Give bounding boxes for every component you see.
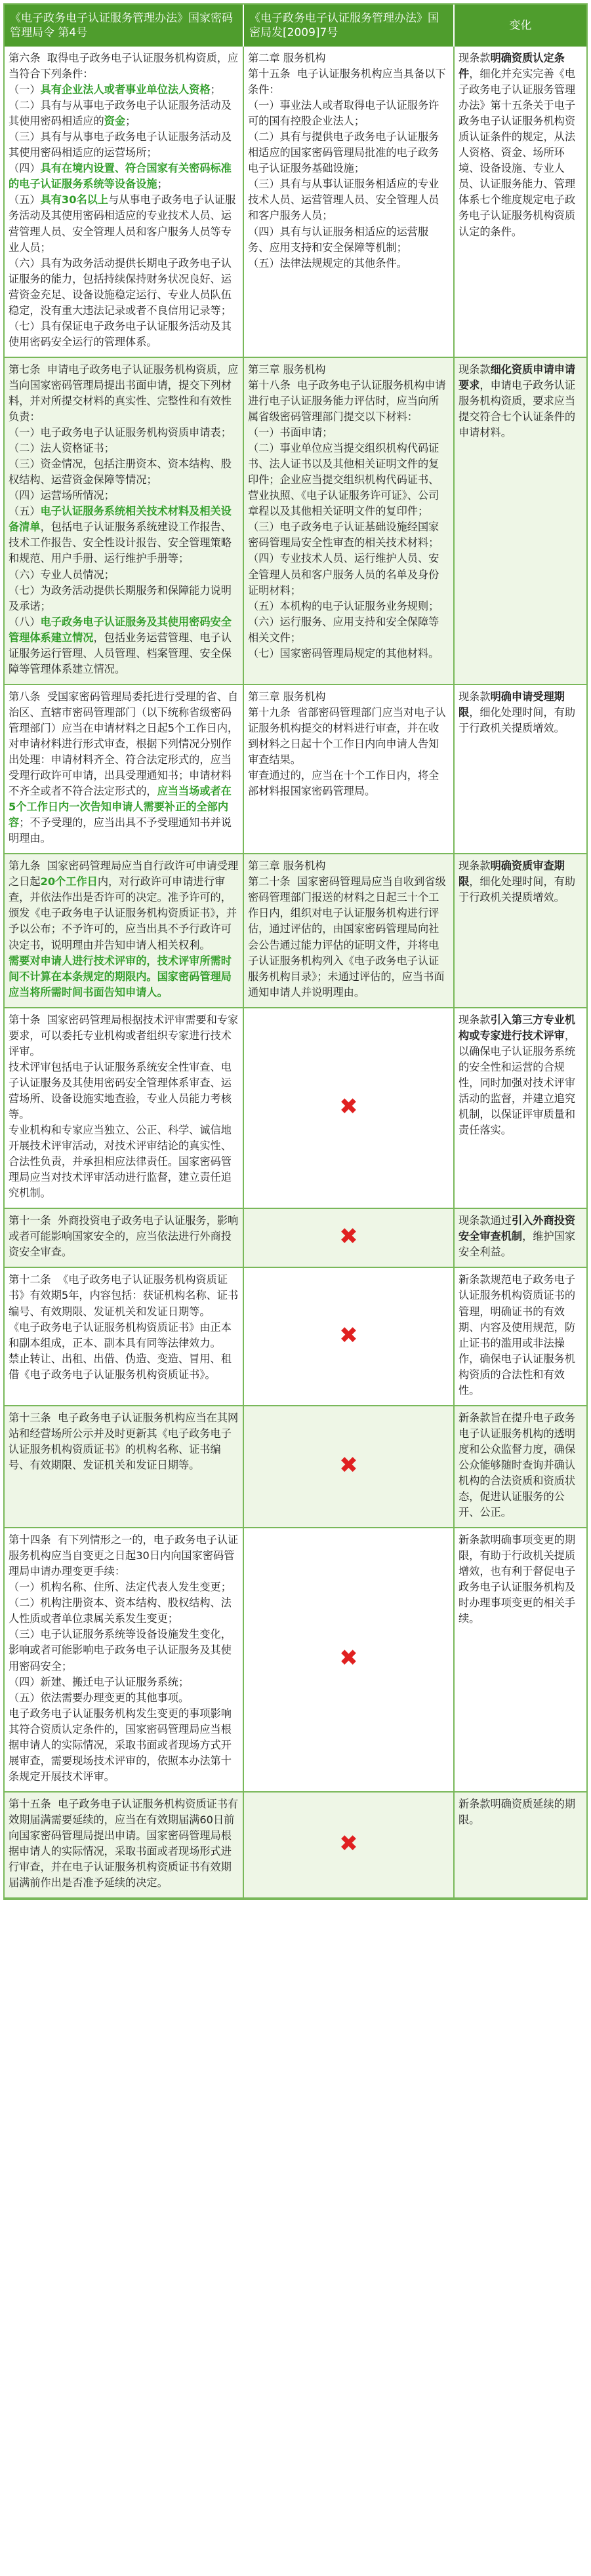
cell-text: 第十四条 有下列情形之一的，电子政务电子认证服务机构应当自变更之日起30日内向国家密码管理局申请办理变更手续： （一）机构名称、住所、法定代表人发生变更； （二）机构注册资本、资本结构、股权结构、法人性质或者单位隶属关系发生变更； （三）电子认证服务系统等设备设施发生变化，影响或者可能影响电子政务电子认证服务及其使用密码安全； （四）新建、搬迁电子认证服务系统； （五）依法需要办理变更的其他事项。 电子政务电子认证服务机构发生变更的事项影响其符合资质认定条件的，国家密码管理局应当根据申请人的实际情况，采取书面或者现场方式开展审查，需要现场技术评审的，依照本办法第十条规定开展技术评审。 [9,1534,239,1783]
cell-text: 第十条 国家密码管理局根据技术评审需要和专家要求，可以委托专业机构或者组织专家进行技术评审。 技术评审包括电子认证服务系统安全性审查、电子认证服务及其使用密码安全管理体系审查、运营场所、设备设施实地查验，专业人员能力考核等。 专业机构和专家应当独立、公正、科学、诚信地开展技术评审活动，对技术评审结论的真实性、合法性负责，并承担相应法律责任。国家密码管理局应当对技术评审活动进行监督，建立责任追究机制。 [9,1013,239,1200]
change-note-cell [454,854,586,1007]
cell-text: ，申请电子政务认证服务机构资质，要求应当提交符合七个认证条件的申请材料。 [459,378,576,439]
table-row [5,1008,586,1209]
new-regulation-cell [5,47,243,357]
new-regulation-cell [5,1208,243,1267]
cell-text: ，细化处理时间，有助于行政机关提质增效。 [459,705,576,734]
no-equivalent-cross-icon: ✖ [243,1792,454,1898]
table-row [5,684,586,854]
table-row [5,1208,586,1267]
change-note-cell [454,1267,586,1405]
change-note-cell [454,1528,586,1792]
highlighted-text: 20个工作日 [40,875,98,888]
change-note-cell [454,357,586,684]
highlighted-text: 具有企业法人或者事业单位法人资格 [40,83,211,96]
change-note-cell [454,1008,586,1209]
cell-text: 内，对行政许可申请进行审查，并依法作出是否许可的决定。准予许可的，颁发《电子政务电子认证服务机构资质证书》，并予以公布；不予许可的，应当出具不予行政许可决定书，说明理由并告知申请人相关权利。 [9,875,237,951]
new-regulation-cell [5,684,243,854]
cell-text: ，维护国家安全利益。 [459,1230,576,1259]
new-regulation-cell [5,1267,243,1405]
change-note-cell [454,1792,586,1898]
cell-text: 第九条 国家密码管理局应当自行政许可申请受理之日起 [9,860,239,888]
cell-text: ，细化并充实完善《电子政务电子认证服务管理办法》第十五条关于电子政务电子认证服务机构资质认证条件的规定，从法人资格、资金、场所环境、设备设施、专业人员、认证服务能力、管理体系七个维度规定电子政务电子认证服务机构资质认定的条件。 [459,68,576,238]
cell-text: ；不予受理的，应当出具不予受理通知书并说明理由。 [9,816,232,845]
cell-text: 现条款 [459,363,491,376]
emphasis-text: 明确资质审查期限 [459,860,565,888]
no-equivalent-cross-icon: ✖ [243,1008,454,1209]
new-regulation-cell [5,1528,243,1792]
old-regulation-cell [243,47,454,357]
emphasis-text: 明确申请受理期限 [459,690,565,719]
table-body [5,47,586,1898]
cell-text: 现条款通过 [459,1214,512,1227]
cell-text: 现条款 [459,860,491,873]
cell-text: 第八条 受国家密码管理局委托进行受理的省、自治区、直辖市密码管理部门（以下统称省级密码管理部门）应当在申请材料之日起5个工作日内，对申请材料进行形式审查，根据下列情况分别作出处理：申请材料齐全、符合法定形式的，应当受理行政许可申请，出具受理通知书；申请材料不齐全或者不符合法定形式的， [9,690,239,798]
new-regulation-cell [5,854,243,1007]
change-note-cell [454,684,586,854]
cell-text: ，包括电子认证服务系统建设工作报告、技术工作报告、安全性设计报告、安全管理策略和规范、用户手册、运行维护手册等； （六）专业人员情况； （七）为政务活动提供长期服务和保障能力说明及承诺； （八） [9,521,232,628]
cell-text: ，细化处理时间，有助于行政机关提质增效。 [459,875,576,904]
cell-text: 第七条 申请电子政务电子认证服务机构资质，应当向国家密码管理局提出书面申请，提交下列材料，并对所提交材料的真实性、完整性和有效性负责： （一）电子政务电子认证服务机构资质申请表； （二）法人资格证书； （三）资金情况，包括注册资本、资本结构、股权结构、运营资金保障等情况； （四）运营场所情况； （五） [9,363,239,518]
table-row [5,357,586,684]
highlighted-text: 电子政务电子认证服务及其使用密码安全管理体系建立情况 [9,615,232,644]
new-regulation-cell [5,1406,243,1528]
table-header-row [5,5,586,47]
no-equivalent-cross-icon: ✖ [243,1406,454,1528]
header-old-regulation: 《电子政务电子认证服务管理办法》国密局发[2009]7号 [243,5,454,47]
cell-text: ； （二）具有与从事电子政务电子认证服务活动及其使用密码相适应的 [9,83,232,128]
highlighted-text: 应当当场或者在5个工作日内一次告知申请人需要补正的全部内容 [9,785,232,829]
cell-text: 第三章 服务机构 第十八条 电子政务电子认证服务机构申请进行电子认证服务能力评估时，应当向所属省级密码管理部门提交以下材料： （一）书面申请； （二）事业单位应当提交组织机构代码证书、法人证书以及其他相关证明文件的复印件；企业应当提交组织机构代码证书、营业执照、《电子认证服务许可证》、公司章程以及其他相关证明文件的复印件； （三）电子政务电子认证基础设施经国家密码管理局安全性审查的相关技术材料； （四）专业技术人员、运行维护人员、安全管理人员和客户服务人员的名单及身份证明材料； （五）本机构的电子认证服务业务规则； （六）运行服务、应用支持和安全保障等相关文件； （七）国家密码管理局规定的其他材料。 [248,363,446,660]
cell-text: ，包括业务运营管理、电子认证服务运行管理、人员管理、档案管理、安全保障等管理体系建立情况。 [9,631,232,675]
no-equivalent-cross-icon: ✖ [243,1208,454,1267]
comparison-table-container [3,3,588,1900]
header-changes: 变化 [454,5,586,47]
old-regulation-cell [243,854,454,1007]
cell-text: ； （三）具有与从事电子政务电子认证服务活动及其使用密码相适应的运营场所； （四） [9,115,232,175]
cell-text: 新条款明确事项变更的期限，有助于行政机关提质增效，也有利于督促电子政务电子认证服务机构及时办理事项变更的相关手续。 [459,1534,576,1625]
no-equivalent-cross-icon: ✖ [243,1267,454,1405]
table-row [5,1267,586,1405]
change-note-cell [454,1406,586,1528]
change-note-cell [454,1208,586,1267]
table-row [5,1792,586,1898]
highlighted-text: 需要对申请人进行技术评审的，技术评审所需时间不计算在本条规定的期限内。国家密码管理局应当将所需时间书面告知申请人。 [9,954,232,999]
new-regulation-cell [5,1008,243,1209]
cell-text: 现条款 [459,52,491,64]
emphasis-text: 明确资质认定条件 [459,52,565,81]
cell-text: 第三章 服务机构 第十九条 省部密码管理部门应当对电子认证服务机构提交的材料进行审查，并在收到材料之日起十个工作日内向申请人告知审查结果。 审查通过的，应当在十个工作日内，将全部材料报国家密码管理局。 [248,690,446,798]
cell-text: 现条款 [459,690,491,703]
cell-text: ，以确保电子认证服务系统的安全性和运营的合规性，同时加强对技术评审活动的监督，并建立追究机制，以保证评审质量和责任落实。 [459,1029,576,1137]
new-regulation-cell [5,357,243,684]
cell-text: 第十一条 外商投资电子政务电子认证服务，影响或者可能影响国家安全的，应当依法进行外商投资安全审查。 [9,1214,239,1259]
no-equivalent-cross-icon: ✖ [243,1528,454,1792]
cell-text: 与从事电子政务电子认证服务活动及其使用密码相适应的专业技术人员、运营管理人员、安全管理人员和客户服务人员等专业人员； （六）具有为政务活动提供长期电子政务电子认证服务的能力，包括持续保持财务状况良好、运营资金充足、设备设施稳定运行、专业人员队伍稳定，没有重大违法记录或者不良信用记录等； （七）具有保证电子政务电子认证服务活动及其使用密码安全运行的管理体系。 [9,193,236,348]
comparison-table [5,5,586,1899]
header-new-regulation: 《电子政务电子认证服务管理办法》国家密码管理局令 第4号 [5,5,243,47]
emphasis-text: 引入第三方专业机构或专家进行技术评审 [459,1013,576,1042]
cell-text: 新条款明确资质延续的期限。 [459,1797,576,1826]
cell-text: 第二章 服务机构 第十五条 电子认证服务机构应当具备以下条件： （一）事业法人或者取得电子认证服务许可的国有控股企业法人； （二）具有与提供电子政务电子认证服务相适应的国家密码管理局批准的电子政务电子认证服务基础设施； （三）具有与从事认证服务相适应的专业技术人员、运营管理人员、安全管理人员和客户服务人员； （四）具有与认证服务相适应的运营服务、应用支持和安全保障等机制； （五）法律法规规定的其他条件。 [248,52,446,269]
cell-text: 现条款 [459,1013,491,1026]
cell-text: 新条款旨在提升电子政务电子认证服务机构的透明度和公众监督力度，确保公众能够随时查询并确认机构的合法资质和资质状态，促进认证服务的公开、公正。 [459,1411,576,1519]
cell-text: ； （五） [9,178,168,207]
cell-text: 新条款规范电子政务电子认证服务机构资质证书的管理，明确证书的有效期、内容及使用规范，防止证书的滥用或非法操作，确保电子认证服务机构资质的合法性和有效性。 [459,1273,576,1397]
old-regulation-cell [243,684,454,854]
highlighted-text: 具有在境内设置、符合国家有关密码标准的电子认证服务系统等设备设施 [9,162,232,191]
cell-text: 第十五条 电子政务电子认证服务机构资质证书有效期届满需要延续的，应当在有效期届满60日前向国家密码管理局提出申请。国家密码管理局根据申请人的实际情况，采取书面或者现场形式进行审查，并在电子认证服务机构资质证书有效期届满前作出是否准予延续的决定。 [9,1797,239,1890]
cell-text: 第六条 取得电子政务电子认证服务机构资质，应当符合下列条件： （一） [9,52,239,96]
change-note-cell [454,47,586,357]
highlighted-text: 资金 [104,115,126,128]
highlighted-text: 电子认证服务系统相关技术材料及相关设备清单 [9,505,232,534]
new-regulation-cell [5,1792,243,1898]
cell-text: 第十二条 《电子政务电子认证服务机构资质证书》有效期5年，内容包括：获证机构名称、证书编号、有效期限、发证机关和发证日期等。 《电子政务电子认证服务机构资质证书》由正本和副本组成，正本、副本具有同等法律效力。 禁止转让、出租、出借、伪造、变造、冒用、租借《电子政务电子认证服务机构资质证书》。 [9,1273,239,1381]
table-row [5,47,586,357]
highlighted-text: 具有30名以上 [40,193,109,207]
cell-text: 第三章 服务机构 第二十条 国家密码管理局应当自收到省级密码管理部门报送的材料之日起三十个工作日内，组织对电子认证服务机构进行评估，通过评估的，由国家密码管理局向社会公告通过能力评估的证明文件，并将电子认证服务机构列入《电子政务电子认证服务机构目录》；未通过评估的，应当书面通知申请人并说明理由。 [248,860,446,999]
emphasis-text: 细化资质申请申请要求 [459,363,576,391]
cell-text: 第十三条 电子政务电子认证服务机构应当在其网站和经营场所公示并及时更新其《电子政务电子认证服务机构资质证书》的机构名称、证书编号、有效期限、发证机关和发证日期等。 [9,1411,239,1471]
table-row [5,1406,586,1528]
table-row [5,854,586,1007]
emphasis-text: 引入外商投资安全审查机制 [459,1214,576,1243]
old-regulation-cell [243,357,454,684]
table-row [5,1528,586,1792]
